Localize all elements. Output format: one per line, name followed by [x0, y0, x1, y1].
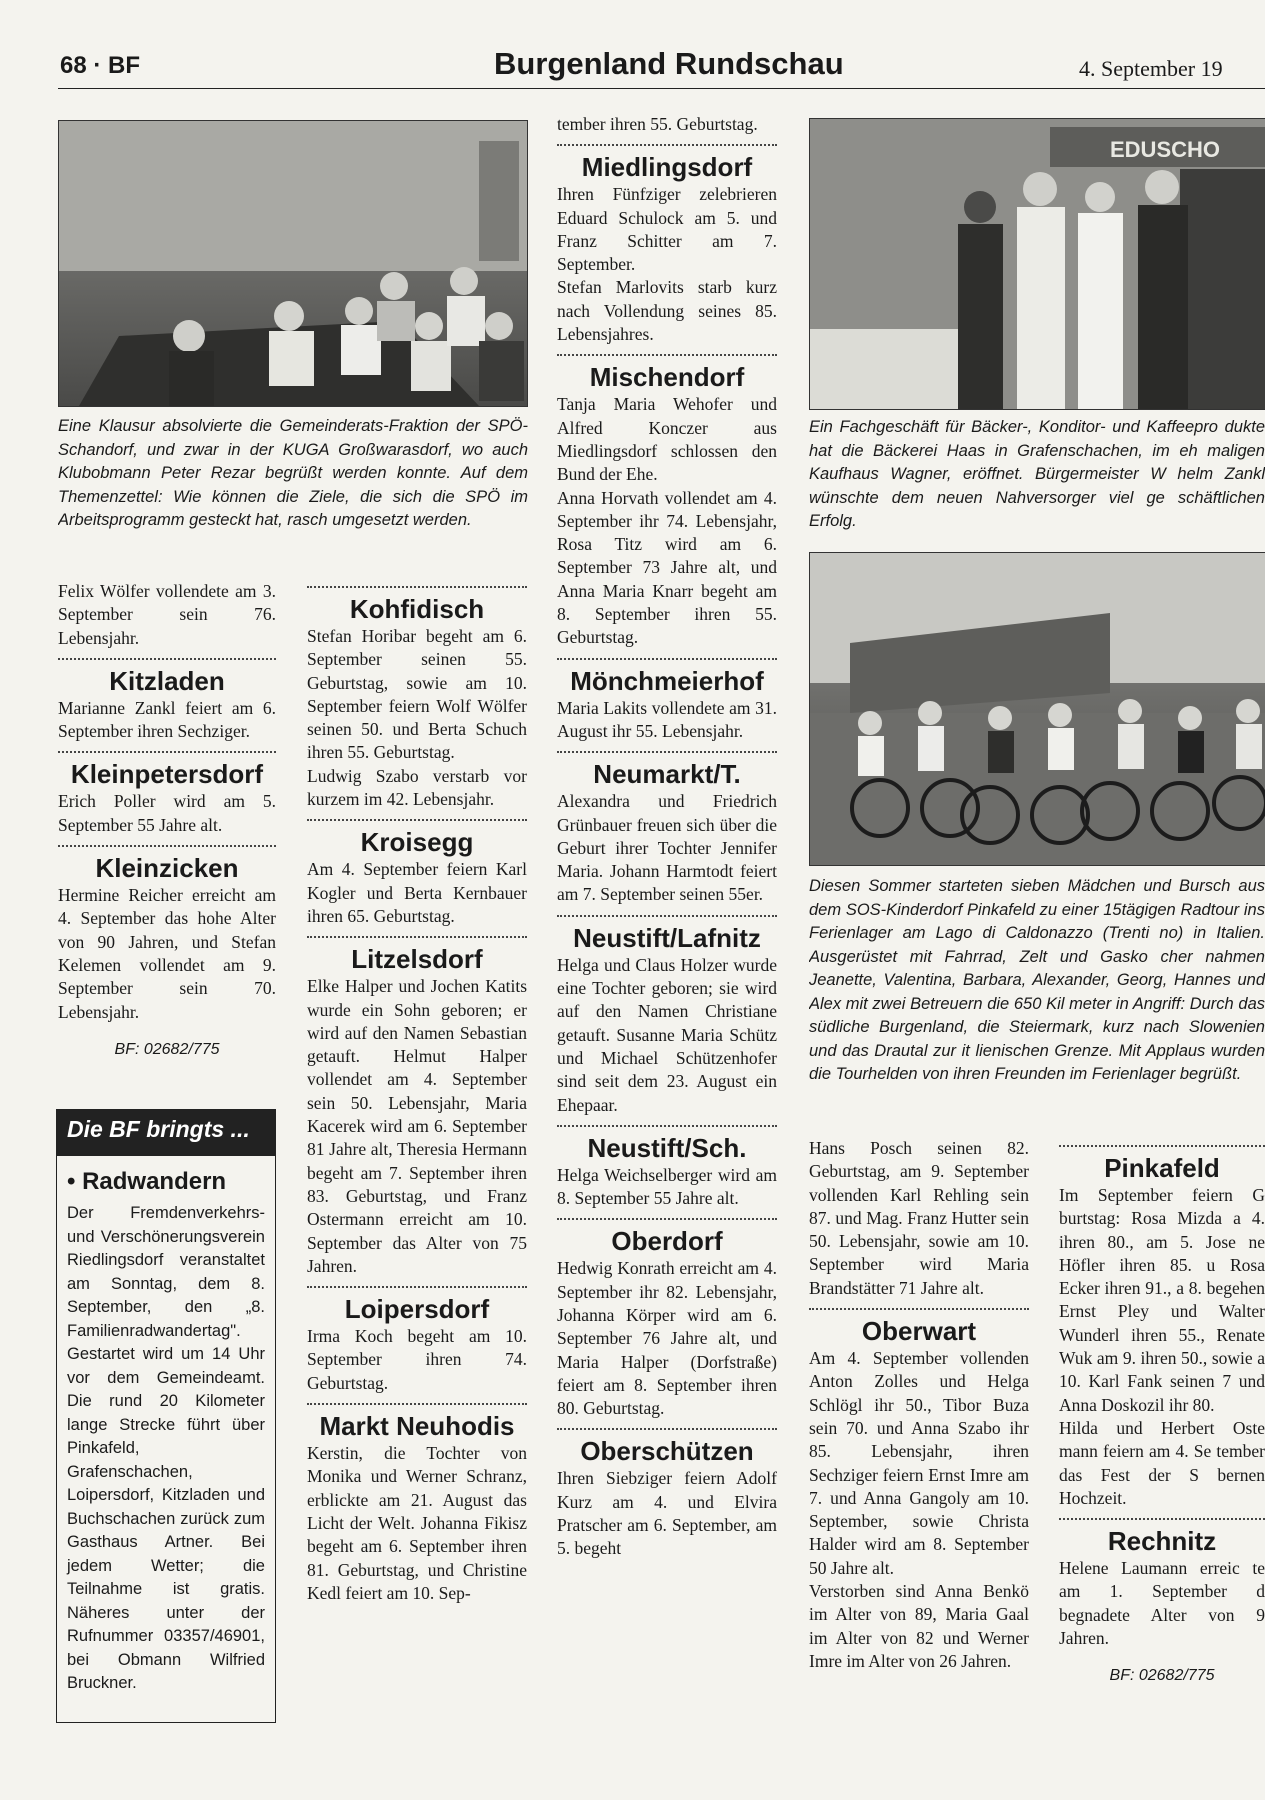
divider: [58, 658, 276, 660]
meeting-scene: [59, 121, 527, 406]
place-heading: Loipersdorf: [344, 1294, 490, 1325]
place-heading: Pinkafeld: [1104, 1153, 1220, 1183]
col1-intro: Felix Wölfer vollendete am 3. September sein 76. Lebensjahr.: [58, 581, 276, 648]
paragraph: Stefan Marlovits starb kurz nach Vollendung seines 85. Lebensjahres.: [557, 277, 777, 345]
column-2: [307, 578, 527, 1720]
divider: [557, 1218, 777, 1220]
paragraph: tember ihren 55. Geburtstag.: [557, 114, 758, 134]
caption-bakery: Ein Fachgeschäft für Bäcker-, Konditor- und Kaffeepro dukte hat die Bäckerei Haas in Grafenschachen, im eh maligen Kaufhaus Wagner, eröffnet. Bürgermeister W helm Zankl wünschte dem neuen Nahversorger viel ge schäftlichen Erfolg.: [809, 418, 1265, 530]
divider: [557, 354, 777, 356]
place-heading: Kleinpetersdorf: [70, 759, 264, 790]
divider: [557, 915, 777, 917]
paragraph: Hermine Reicher erreicht am 4. September das hohe Alter von 90 Jahren, und Stefan Kelemen vollendet am 9. September sein 70. Lebensjahr.: [58, 885, 276, 1022]
paragraph: Marianne Zankl feiert am 6. September ihren Sechziger.: [58, 697, 276, 742]
info-box: [56, 1109, 276, 1723]
place-heading: Miedlingsdorf: [581, 152, 753, 183]
divider: [1059, 1518, 1265, 1520]
paragraph: Helene Laumann erreic te am 1. September d begnadete Alter von 9 Jahren.: [1059, 1558, 1265, 1649]
signature-phone: BF: 02682/775: [1109, 1667, 1215, 1685]
divider: [557, 1125, 777, 1127]
divider: [557, 144, 777, 146]
place-heading: Neustift/Lafnitz: [573, 922, 761, 953]
divider: [58, 751, 276, 753]
divider: [307, 586, 527, 588]
divider: [809, 1308, 1029, 1310]
issue-date: 4. September 19: [1079, 56, 1223, 81]
place-heading: Kroisegg: [360, 827, 474, 858]
paragraph: Kerstin, die Tochter von Monika und Werner Schranz, erblickte am 21. August das Licht der Welt. Johanna Fikisz begeht am 6. September ihren 81. Geburtstag, und Christine Kedl feiert am 10. Sep-: [307, 1443, 527, 1603]
photo-cyclists: [809, 552, 1265, 866]
shop-sign: EDUSCHO: [1110, 137, 1221, 162]
paragraph: Elke Halper und Jochen Katits wurde ein Sohn geboren; er wird auf den Namen Sebastian getauft. Helmut Halper vollendet am 4. September sein 50. Lebensjahr, Maria Kacerek wird am 6. September 81 Jahre alt, Theresia Hermann begeht am 7. September ihren 83. Geburtstag, und Franz Ostermann erreicht am 10. September das Alter von 75 Jahren.: [307, 976, 527, 1276]
divider: [307, 1286, 527, 1288]
place-heading: Litzelsdorf: [351, 944, 483, 975]
divider: [307, 936, 527, 938]
place-heading: Neumarkt/T.: [593, 759, 741, 790]
place-heading: Kohfidisch: [349, 594, 485, 624]
cyclists-scene: [810, 553, 1265, 865]
divider: [58, 845, 276, 847]
divider: [557, 751, 777, 753]
divider: [1059, 1145, 1265, 1147]
paragraph: Helga und Claus Holzer wurde eine Tochter geboren; sie wird auf den Namen Christiane getauft. Susanne Maria Schütz und Michael Schützenhofer sind seit dem 23. August ein Ehepaar.: [557, 954, 777, 1115]
paragraph: Stefan Horibar begeht am 6. September seinen 55. Geburtstag, sowie am 10. September feiern Wolf Wölfer seinen 50. und Berta Schuch ihren 55. Geburtstag.: [307, 626, 527, 763]
paragraph: Ludwig Szabo verstarb vor kurzem im 42. Lebensjahr.: [307, 765, 527, 810]
paragraph: Anna Horvath vollendet am 4. September ihr 74. Lebensjahr, Rosa Titz wird am 6. September 73 Jahre alt, und Anna Maria Knarr begeht am 8. September ihren 55. Geburtstag.: [557, 487, 777, 648]
paragraph: Ihren Siebziger feiern Adolf Kurz am 4. und Elvira Pratscher am 6. September, am 5. begeht: [557, 1468, 777, 1559]
place-heading: Oberwart: [861, 1316, 977, 1347]
paragraph: Hilda und Herbert Oste mann feiern am 4. Se tember das Fest der S bernen Hochzeit.: [1059, 1417, 1265, 1508]
paragraph: Irma Koch begeht am 10. September ihren 74. Geburtstag.: [307, 1326, 527, 1393]
place-heading: Kitzladen: [109, 665, 225, 696]
paragraph: Erich Poller wird am 5. September 55 Jahre alt.: [58, 791, 276, 835]
caption-meeting: Eine Klausur absolvierte die Gemeinderats-Fraktion der SPÖ-Schandorf, und zwar in der KUGA Großwarasdorf, wo auch Klubobmann Peter Rezar begrüßt werden konnte. Auf dem Themenzettel: Wie können die Ziele, die sich die SPÖ im Arbeitsprogramm gesteckt hat, rasch umgesetzt werden.: [58, 417, 528, 529]
paragraph: Im September feiern G burtstag: Rosa Mizda a 4. ihren 80., am 5. Jose ne Höfler ihren 85. u Rosa Ecker ihren 91., a 8. begehen Ernst Pley und Walter Wunderl ihren 55., Renate Wuk am 9. ihren 50., sowie a 10. Karl Fank seinen 7 und Anna Doskozil ihr 80.: [1059, 1185, 1265, 1415]
paragraph: Verstorben sind Anna Benkö im Alter von 89, Maria Gaal im Alter von 82 und Werner Imre im Alter von 26 Jahren.: [809, 1581, 1029, 1671]
info-box-text: Der Fremdenverkehrs- und Verschönerungsverein Riedlingsdorf veranstaltet am Sonntag, dem 8. September, den „8. Familienradwandertag". Gestartet wird um 14 Uhr vor dem Gemeindeamt. Die rund 20 Kilometer lange Strecke führt über Pinkafeld, Grafenschachen, Loipersdorf, Kitzladen und Buchschachen zurück zum Gasthaus Artner. Bei jedem Wetter; die Teilnahme ist gratis. Näheres unter der Rufnummer 03357/46901, bei Obmann Wilfried Bruckner.: [67, 1204, 265, 1692]
signature-phone: BF: 02682/775: [114, 1040, 220, 1058]
column-3: [557, 113, 777, 1723]
photo-bakery: [809, 118, 1265, 410]
place-heading: Oberschützen: [580, 1436, 754, 1467]
paragraph: Am 4. September feiern Karl Kogler und Berta Kernbauer ihren 65. Geburtstag.: [307, 859, 527, 926]
paragraph: Ihren Fünfziger zelebrieren Eduard Schulock am 5. und Franz Schitter am 7. September.: [557, 184, 777, 275]
place-heading: Mönchmeierhof: [570, 665, 764, 696]
place-heading: Oberdorf: [611, 1226, 723, 1257]
divider: [557, 1428, 777, 1430]
info-box-header: Die BF bringts ...: [57, 1110, 275, 1156]
caption-cyclists: Diesen Sommer starteten sieben Mädchen und Bursch aus dem SOS-Kinderdorf Pinkafeld zu einer 15tägigen Radtour ins Ferienlager am Lago di Caldonazzo (Trenti no) in Italien. Ausgerüstet mit Fahrrad, Zelt und Gasko cher nahmen Jeanette, Valentina, Barbara, Alexander, Georg, Hannes und Alex mit zwei Betreuern die 650 Kil meter in Angriff: Durch das südliche Burgenland, die Steiermark, kurz nach Slowenien und das Drautal zur it lienischen Grenze. Mit Applaus wurden die Tourhelden von ihren Freunden im Ferienlager begrüßt.: [809, 877, 1265, 1083]
place-heading: Neustift/Sch.: [587, 1132, 747, 1163]
caption-cyclists-block: [809, 875, 1265, 1115]
place-heading: Rechnitz: [1107, 1526, 1217, 1557]
paragraph: Hans Posch seinen 82. Geburtstag, am 9. September vollenden Karl Rehling sein 87. und Mag. Franz Hutter sein 50. Lebensjahr, sowie am 10. September wird Maria Brandstätter 71 Jahre alt.: [809, 1138, 1029, 1298]
masthead-title: Burgenland Rundschau: [494, 46, 844, 81]
bakery-scene: [810, 119, 1265, 409]
place-heading: Markt Neuhodis: [319, 1411, 515, 1442]
paragraph: Helga Weichselberger wird am 8. September 55 Jahre alt.: [557, 1164, 777, 1209]
place-heading: Kleinzicken: [95, 853, 239, 884]
caption-bakery-block: [809, 416, 1265, 541]
header-rule: [58, 88, 1265, 89]
place-heading: Mischendorf: [589, 362, 745, 393]
column-5: [1059, 1137, 1265, 1722]
paragraph: Maria Lakits vollendete am 31. August ihr 55. Lebensjahr.: [557, 697, 777, 741]
page-header: [0, 0, 1265, 92]
photo-meeting: [58, 120, 528, 407]
divider: [307, 1403, 527, 1405]
info-box-title: • Radwandern: [67, 1168, 227, 1195]
paragraph: Am 4. September vollenden Anton Zolles und Helga Schlögl ihr 50., Tibor Buza sein 70. und Anna Szabo ihr 85. Lebensjahr, ihren Sechziger feiern Ernst Imre am 7. und Anna Gangoly am 10. September, sowie Christa Halder wird am 8. September 50 Jahre alt.: [809, 1348, 1029, 1578]
column-1: [58, 415, 528, 565]
paragraph: Tanja Maria Wehofer und Alfred Konczer aus Miedlingsdorf schlossen den Bund der Ehe.: [557, 394, 777, 485]
divider: [307, 819, 527, 821]
column-4: [809, 1137, 1029, 1722]
paragraph: Alexandra und Friedrich Grünbauer freuen sich über die Geburt ihrer Tochter Jennifer Maria. Johann Harmtodt feiert am 7. September seinen 55er.: [557, 791, 777, 905]
page-number: 68 · BF: [60, 52, 141, 79]
paragraph: Hedwig Konrath erreicht am 4. September ihr 82. Lebensjahr, Johanna Körper wird am 6. September 76 Jahre alt, und Maria Halper (Dorfstraße) feiert am 8. September ihren 80. Geburtstag.: [557, 1258, 777, 1419]
divider: [557, 658, 777, 660]
column-1-text: [58, 580, 276, 1100]
